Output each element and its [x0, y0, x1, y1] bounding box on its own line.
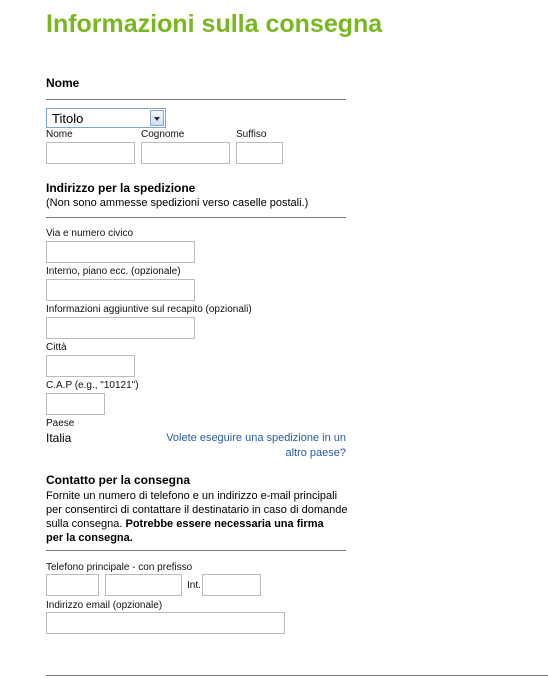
extra-info-label: Informazioni aggiuntive sul recapito (opzionali): [46, 304, 252, 315]
contact-line-3: [46, 517, 348, 531]
apt-label: Interno, piano ecc. (opzionale): [46, 266, 181, 277]
chevron-down-icon: [154, 117, 160, 121]
address-note: (Non sono ammesse spedizioni verso caselle postali.): [46, 197, 309, 209]
street-label: Via e numero civico: [46, 228, 134, 239]
zip-input[interactable]: [46, 393, 105, 415]
apt-input[interactable]: [46, 279, 195, 301]
divider: [46, 550, 346, 551]
zip-label: C.A.P (e.g., "10121"): [46, 380, 139, 391]
extra-info-input[interactable]: [46, 317, 195, 339]
phone-area-code-input[interactable]: [46, 574, 99, 596]
title-select-value: Titolo: [52, 111, 84, 126]
phone-label: Telefono principale - con prefisso: [46, 562, 193, 573]
change-country-link[interactable]: [140, 431, 346, 461]
divider: [46, 217, 346, 218]
suffix-label: Suffiso: [236, 129, 267, 140]
city-label: Città: [46, 342, 67, 353]
first-name-label: Nome: [46, 129, 73, 140]
suffix-input[interactable]: [236, 142, 283, 164]
email-label: Indirizzo email (opzionale): [46, 600, 163, 611]
last-name-label: Cognome: [141, 129, 185, 140]
name-heading: Nome: [46, 76, 80, 90]
contact-description: [46, 489, 348, 545]
change-country-link-line1: Volete eseguire una spedizione in un: [166, 432, 346, 444]
contact-line-3-text: sulla consegna.: [46, 518, 126, 530]
street-input[interactable]: [46, 241, 195, 263]
email-input[interactable]: [46, 612, 285, 634]
first-name-input[interactable]: [46, 142, 135, 164]
page-title: Informazioni sulla consegna: [46, 10, 383, 38]
contact-line-1: Fornite un numero di telefono e un indirizzo e-mail principali: [46, 490, 338, 502]
change-country-link-line2: altro paese?: [285, 447, 346, 459]
phone-number-input[interactable]: [105, 574, 182, 596]
last-name-input[interactable]: [141, 142, 230, 164]
contact-signature-note: Potrebbe essere necessaria una firma: [125, 518, 324, 530]
contact-line-4: [46, 531, 348, 545]
contact-signature-note-cont: per la consegna.: [46, 532, 133, 544]
country-label: Paese: [46, 418, 75, 429]
dropdown-button[interactable]: [150, 110, 164, 126]
title-select[interactable]: [46, 108, 166, 128]
address-heading: Indirizzo per la spedizione: [46, 181, 196, 195]
extension-label: Int.: [187, 580, 201, 591]
contact-heading: Contatto per la consegna: [46, 473, 191, 487]
divider: [46, 99, 346, 100]
country-value: Italia: [46, 431, 72, 445]
contact-line-2: per consentirci di contattare il destinatario in caso di domande: [46, 504, 348, 516]
bottom-divider: [46, 675, 548, 676]
phone-extension-input[interactable]: [202, 574, 261, 596]
city-input[interactable]: [46, 355, 135, 377]
